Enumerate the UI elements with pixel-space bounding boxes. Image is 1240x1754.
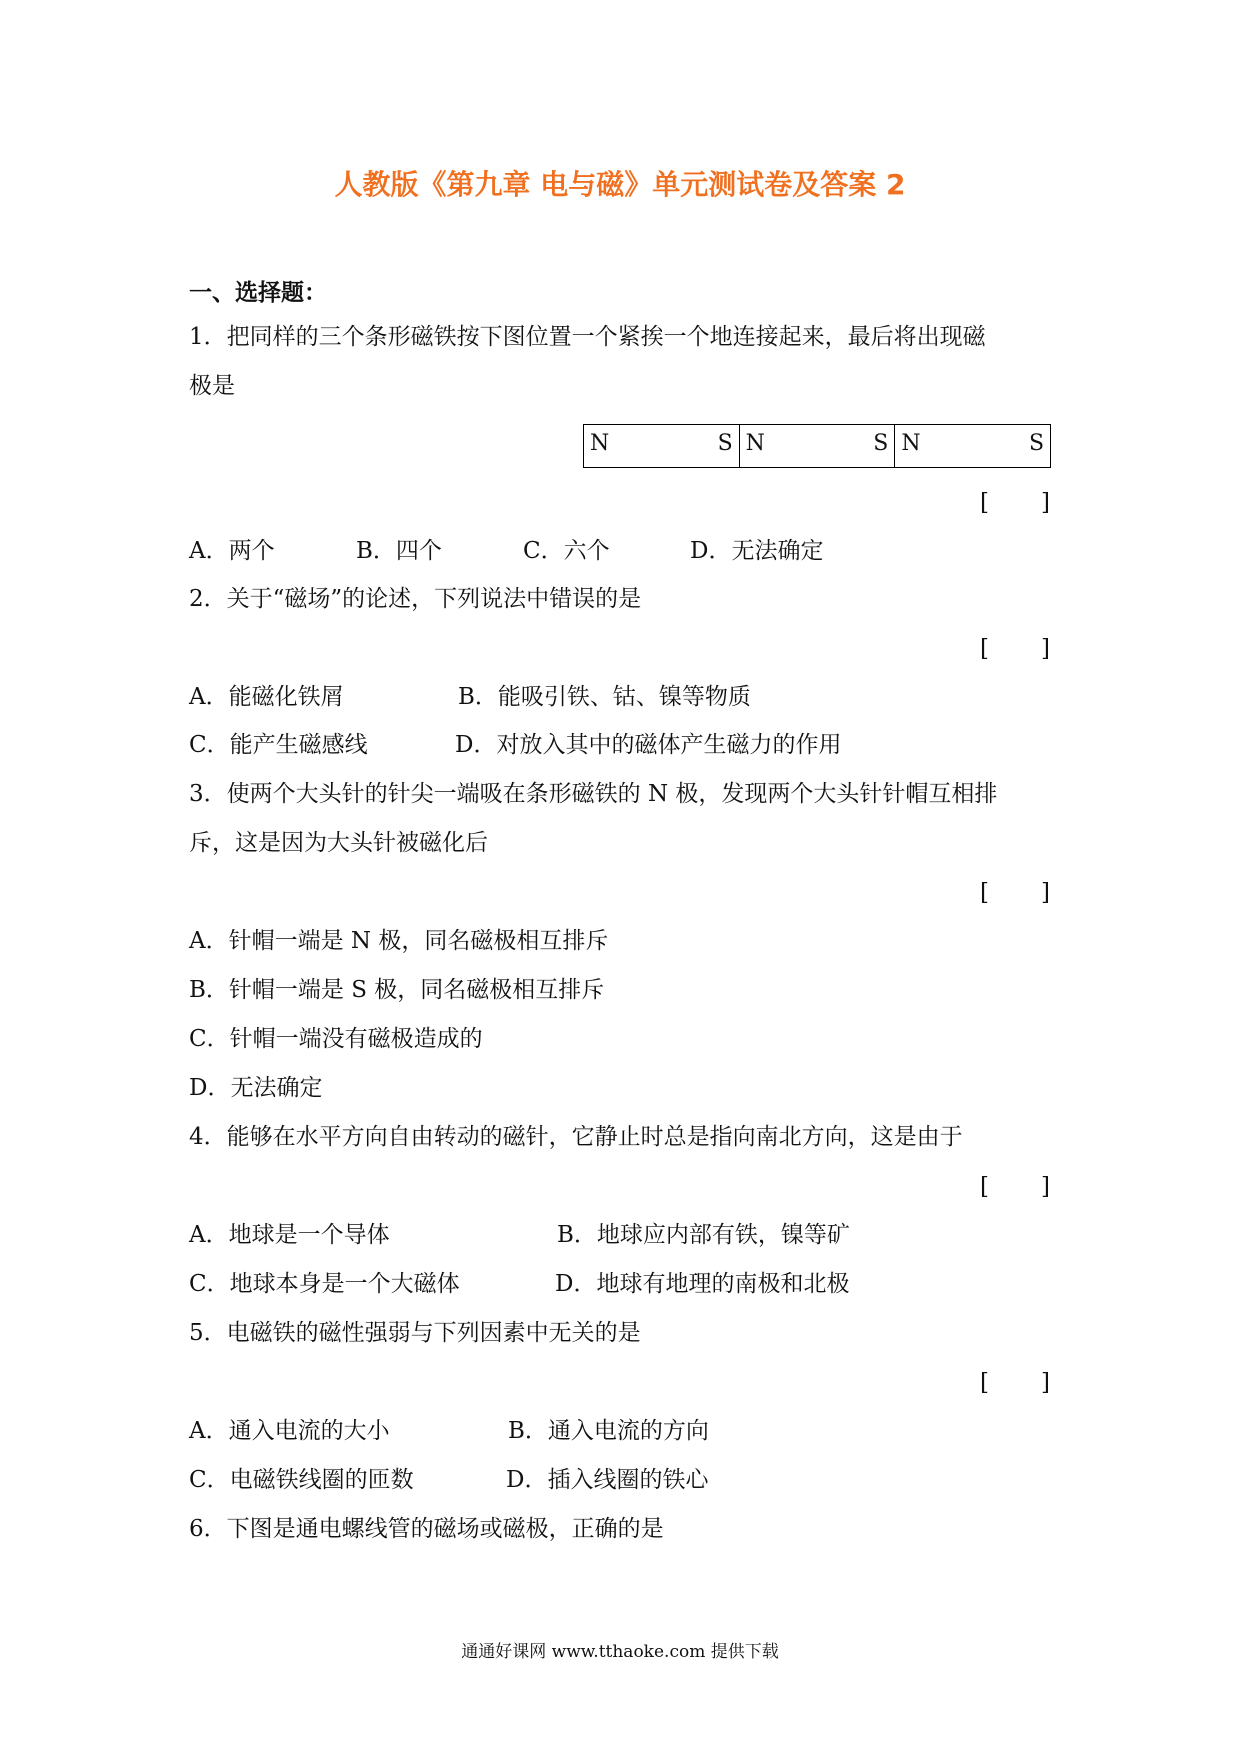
q3-option-c: C．针帽一端没有磁极造成的: [189, 1026, 483, 1052]
magnet-south-pole: S: [873, 431, 889, 456]
q1-option-b: B．四个: [356, 538, 442, 564]
answer-bracket-3: [ ]: [980, 880, 1050, 906]
magnet-north-pole: N: [901, 431, 921, 456]
section-heading: 一、选择题：: [189, 280, 327, 306]
bar-magnet-1: [584, 425, 740, 467]
magnet-south-pole: S: [717, 431, 733, 456]
question-5-text: 5．电磁铁的磁性强弱与下列因素中无关的是: [189, 1320, 641, 1346]
question-2-text: 2．关于“磁场”的论述，下列说法中错误的是: [189, 586, 642, 612]
q3-option-b: B．针帽一端是 S 极，同名磁极相互排斥: [189, 977, 605, 1003]
magnet-north-pole: N: [745, 431, 765, 456]
question-1-text-line2: 极是: [189, 373, 235, 399]
answer-bracket-2: [ ]: [980, 636, 1050, 662]
magnet-south-pole: S: [1028, 431, 1045, 456]
q1-option-c: C．六个: [523, 538, 610, 564]
q5-option-c: C．电磁铁线圈的匝数: [189, 1467, 414, 1493]
q5-option-a: A．通入电流的大小: [189, 1418, 390, 1444]
question-4-text: 4．能够在水平方向自由转动的磁针，它静止时总是指向南北方向，这是由于: [189, 1124, 963, 1150]
q1-option-a: A．两个: [189, 538, 275, 564]
page-title: 人教版《第九章 电与磁》单元测试卷及答案 2: [334, 168, 906, 201]
q5-option-b: B．通入电流的方向: [508, 1418, 709, 1444]
question-3-text-line2: 斥，这是因为大头针被磁化后: [189, 830, 488, 856]
q4-option-b: B．地球应内部有铁，镍等矿: [557, 1222, 850, 1248]
q2-option-c: C．能产生磁感线: [189, 732, 368, 758]
q4-option-d: D．地球有地理的南极和北极: [555, 1271, 850, 1297]
bar-magnet-3: [895, 425, 1050, 467]
answer-bracket-5: [ ]: [980, 1370, 1050, 1396]
q5-option-d: D．插入线圈的铁心: [506, 1467, 709, 1493]
q1-option-d: D．无法确定: [690, 538, 824, 564]
answer-bracket-4: [ ]: [980, 1174, 1050, 1200]
bar-magnets-figure: [583, 424, 1051, 468]
question-1-text-line1: 1．把同样的三个条形磁铁按下图位置一个紧挨一个地连接起来，最后将出现磁: [189, 324, 986, 350]
q4-option-a: A．地球是一个导体: [189, 1222, 390, 1248]
q2-option-b: B．能吸引铁、钴、镍等物质: [458, 684, 751, 710]
question-3-text-line1: 3．使两个大头针的针尖一端吸在条形磁铁的 N 极，发现两个大头针针帽互相排: [189, 781, 998, 807]
q3-option-d: D．无法确定: [189, 1075, 323, 1101]
q3-option-a: A．针帽一端是 N 极，同名磁极相互排斥: [189, 928, 609, 954]
answer-bracket-1: [ ]: [980, 490, 1050, 516]
q2-option-d: D．对放入其中的磁体产生磁力的作用: [455, 732, 842, 758]
bar-magnet-2: [740, 425, 896, 467]
magnet-north-pole: N: [590, 431, 610, 456]
footer-credit: 通通好课网 www.tthaoke.com 提供下载: [461, 1642, 779, 1662]
q2-option-a: A．能磁化铁屑: [189, 684, 344, 710]
question-6-text: 6．下图是通电螺线管的磁场或磁极，正确的是: [189, 1516, 664, 1542]
q4-option-c: C．地球本身是一个大磁体: [189, 1271, 460, 1297]
